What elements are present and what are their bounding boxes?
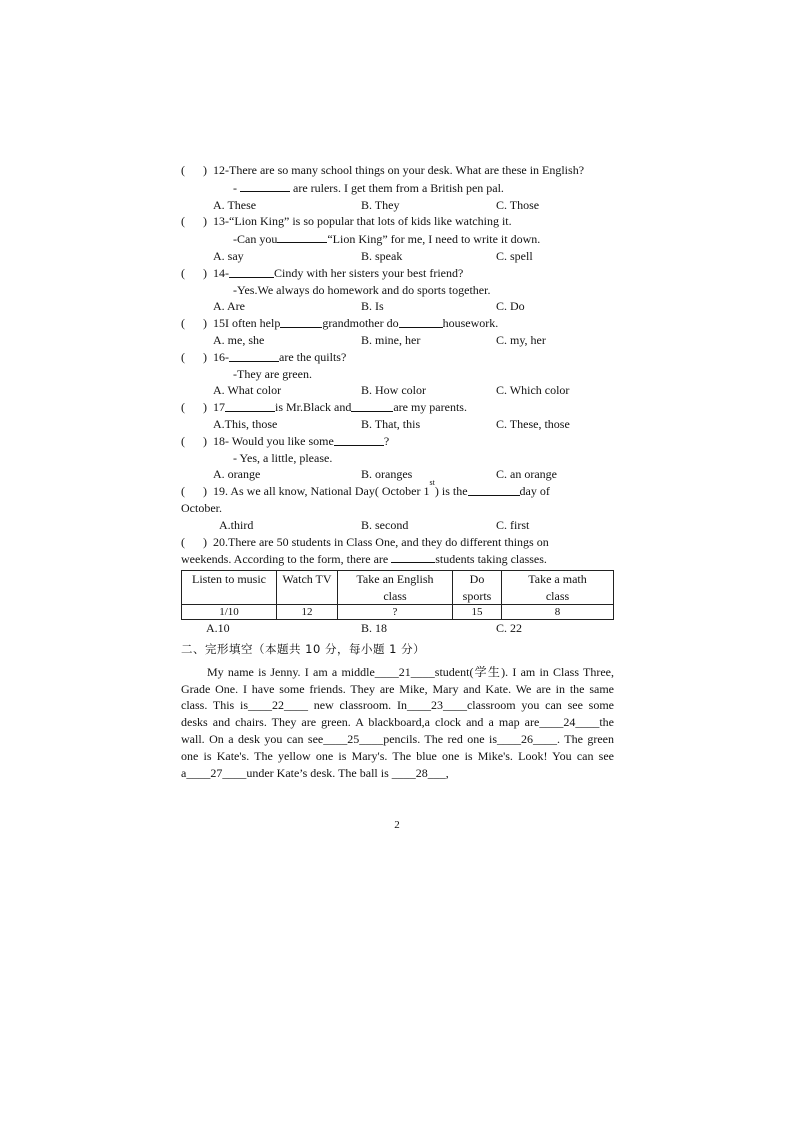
answer-blank-2[interactable] (399, 315, 443, 328)
exam-page (181, 162, 614, 781)
header-text: sports (462, 588, 492, 603)
question-17 (181, 399, 614, 433)
cloze-passage (181, 664, 614, 782)
reply-start: -Can you (233, 232, 278, 247)
answer-blank-1[interactable] (225, 399, 275, 412)
passage-text: under Kate’s desk. The ball is (246, 765, 392, 780)
question-number: 15 (213, 316, 225, 331)
blank-number: 21 (398, 664, 411, 679)
answer-bracket[interactable]: ( ) (181, 400, 207, 415)
question-19 (181, 478, 614, 533)
answer-bracket[interactable]: ( ) (181, 534, 207, 549)
option-a: A. What color (213, 383, 282, 398)
option-a: A.This, those (213, 416, 278, 431)
question-15 (181, 315, 614, 349)
option-b: B. That, this (361, 416, 421, 431)
question-number: 17 (213, 400, 225, 415)
stem-end: ? (383, 433, 390, 448)
value-listen-to-music: 1/10 (182, 605, 277, 620)
answer-bracket[interactable]: ( ) (181, 484, 207, 499)
question-16 (181, 349, 614, 399)
header-text: Take a math (528, 572, 587, 587)
stem-middle: grandmother do (322, 316, 399, 331)
option-a: A.10 (206, 621, 230, 636)
answer-blank-2[interactable] (351, 399, 393, 412)
option-c: C. my, her (496, 332, 546, 347)
option-c: C. Which color (496, 383, 570, 398)
answer-blank[interactable] (229, 349, 279, 362)
blank-number: 22 (272, 698, 284, 713)
passage-text: , (445, 765, 449, 780)
question-18 (181, 433, 614, 483)
option-a: A. say (213, 248, 244, 263)
cloze-blank-27[interactable]: ____27____ (186, 765, 247, 780)
question-reply: -They are green. (233, 366, 312, 381)
question-number: 20 (213, 534, 225, 549)
option-c: C. Do (496, 299, 525, 314)
option-b: B. oranges (361, 467, 413, 482)
answer-bracket[interactable]: ( ) (181, 265, 207, 280)
options (181, 466, 614, 483)
options (181, 197, 614, 214)
blank-number: 28 (415, 765, 428, 780)
answer-bracket[interactable]: ( ) (181, 433, 207, 448)
options (181, 332, 614, 349)
question-stem: -“Lion King” is so popular that lots of kids like watching it. (225, 214, 512, 229)
option-c: C. These, those (496, 416, 570, 431)
header-text: class (383, 588, 407, 603)
passage-text: pencils. The red one is (383, 731, 498, 746)
header-english-class (338, 571, 453, 605)
answer-blank[interactable] (334, 433, 384, 446)
table-header-row (182, 571, 614, 605)
answer-bracket[interactable]: ( ) (181, 316, 207, 331)
stem-continuation: October. (181, 500, 222, 515)
option-a: A. orange (213, 467, 261, 482)
stem-start: - Would you like some (225, 433, 334, 448)
answer-bracket[interactable]: ( ) (181, 163, 207, 177)
passage-text: student(学生). I am in Class Three, Grade One. I have some friends. They are Mike, Mary and Kate. We are in the same class. This is (181, 664, 615, 713)
section-title: 二、完形填空（本题共 10 分，每小题 1 分） (181, 641, 426, 656)
question-reply: - Yes, a little, please. (233, 450, 333, 465)
blank-number: 26 (521, 731, 534, 746)
header-text: Watch TV (282, 572, 332, 587)
question-number: 16 (213, 349, 225, 364)
option-c: C. Those (496, 197, 540, 212)
question-20 (181, 534, 614, 637)
reply-end: “Lion King” for me, I need to write it down. (327, 232, 541, 247)
answer-blank[interactable] (240, 179, 290, 192)
question-12: ( ) 12 -There are so many school things on your desk. What are these in English? - are rulers. I get them from a British pen pal. A. These B. They C. Those (181, 162, 614, 213)
value-english-class: ? (338, 605, 453, 620)
header-watch-tv (277, 571, 338, 605)
passage-text: My name is Jenny. I am a middle (207, 664, 375, 679)
stem-end: housework. (442, 316, 499, 331)
option-a: A.third (219, 517, 254, 532)
stem-start: - (225, 349, 229, 364)
answer-blank[interactable] (468, 483, 520, 496)
answer-bracket[interactable]: ( ) (181, 214, 207, 229)
cloze-blank-21[interactable]: ____21____ (374, 664, 435, 679)
stem-end: are my parents. (393, 400, 467, 415)
question-number: 14 (213, 265, 225, 280)
option-c: C. spell (496, 248, 533, 263)
answer-blank[interactable] (229, 265, 274, 278)
stem-end: day of (519, 484, 550, 499)
stem-middle: ) is the (434, 484, 468, 499)
question-number: 18 (213, 433, 225, 448)
stem-end: Cindy with her sisters your best friend? (274, 265, 464, 280)
option-c: C. 22 (496, 621, 523, 636)
answer-bracket[interactable]: ( ) (181, 349, 207, 364)
value-watch-tv: 12 (277, 605, 338, 620)
question-number: 13 (213, 214, 225, 229)
page-number: 2 (394, 819, 400, 831)
question-14 (181, 265, 614, 315)
header-do-sports (453, 571, 502, 605)
question-number: 19 (213, 484, 225, 499)
question-number: 12 (213, 163, 225, 177)
header-text: Do (469, 572, 485, 587)
answer-blank[interactable] (391, 550, 435, 563)
cloze-blank-28[interactable]: ____28___ (391, 765, 446, 780)
value-do-sports: 15 (453, 605, 502, 620)
question-stem: -There are so many school things on your desk. What are these in English? (225, 163, 585, 177)
cloze-blank-26[interactable]: ____26____ (497, 731, 558, 746)
options (181, 517, 614, 534)
option-b: B. How color (361, 383, 426, 398)
option-a: A. These (213, 197, 257, 212)
option-c: C. an orange (496, 467, 557, 482)
cloze-blank-25[interactable]: ____25____ (323, 731, 384, 746)
question-reply: -Yes.We always do homework and do sports together. (233, 282, 491, 297)
option-b: B. mine, her (361, 332, 421, 347)
activity-table (181, 570, 614, 620)
cloze-blank-23[interactable]: ____23____ (406, 698, 467, 713)
cloze-blank-22[interactable]: ____22____ (248, 698, 308, 713)
passage-text: . The green one is Kate's. The yellow one is Mary's. The blue one is Mike's. Look! You can see a (181, 731, 614, 780)
passage-text: classroom you can see some desks and chairs. They are green. A blackboard,a clock and a map are (181, 698, 614, 730)
passage-text: the wall. On a desk you can see (181, 715, 614, 746)
option-c: C. first (496, 517, 530, 532)
options (181, 416, 614, 433)
stem-continuation: weekends. According to the form, there are (181, 552, 392, 567)
table-row (182, 605, 614, 620)
passage-text: new classroom. In (308, 698, 407, 713)
stem-end: are the quilts? (279, 349, 347, 364)
options (181, 382, 614, 399)
option-b: B. Is (361, 299, 384, 314)
blank-number: 23 (430, 698, 443, 713)
question-reply: are rulers. I get them from a British pen pal. (290, 180, 504, 195)
options (181, 620, 614, 637)
options (181, 298, 614, 315)
option-b: B. 18 (361, 621, 388, 636)
answer-blank-1[interactable] (280, 315, 322, 328)
blank-number: 25 (347, 731, 360, 746)
answer-blank[interactable] (277, 230, 327, 243)
option-b: B. speak (361, 248, 403, 263)
header-text: Listen to music (192, 572, 266, 587)
stem-middle: is Mr.Black and (275, 400, 352, 415)
stem-start: I often help (225, 316, 281, 331)
option-a: A. Are (213, 299, 245, 314)
header-listen-to-music (182, 571, 277, 605)
question-13 (181, 213, 614, 264)
stem-start: . As we all know, National Day( October 1 (225, 484, 430, 499)
header-text: Take an English (356, 572, 434, 587)
question-stem: .There are 50 students in Class One, and they do different things on (225, 534, 549, 549)
option-a: A. me, she (213, 332, 265, 347)
value-math-class: 8 (502, 605, 614, 620)
ordinal-suffix: st (429, 478, 435, 488)
header-math-class (502, 571, 614, 605)
option-b: B. second (361, 517, 409, 532)
blank-number: 27 (210, 765, 223, 780)
stem-end: students taking classes. (435, 552, 547, 567)
options (181, 248, 614, 265)
cloze-blank-24[interactable]: ____24____ (539, 715, 600, 730)
blank-number: 24 (563, 715, 576, 730)
option-b: B. They (361, 197, 400, 212)
header-text: class (545, 588, 570, 603)
stem-start: - (225, 265, 229, 280)
